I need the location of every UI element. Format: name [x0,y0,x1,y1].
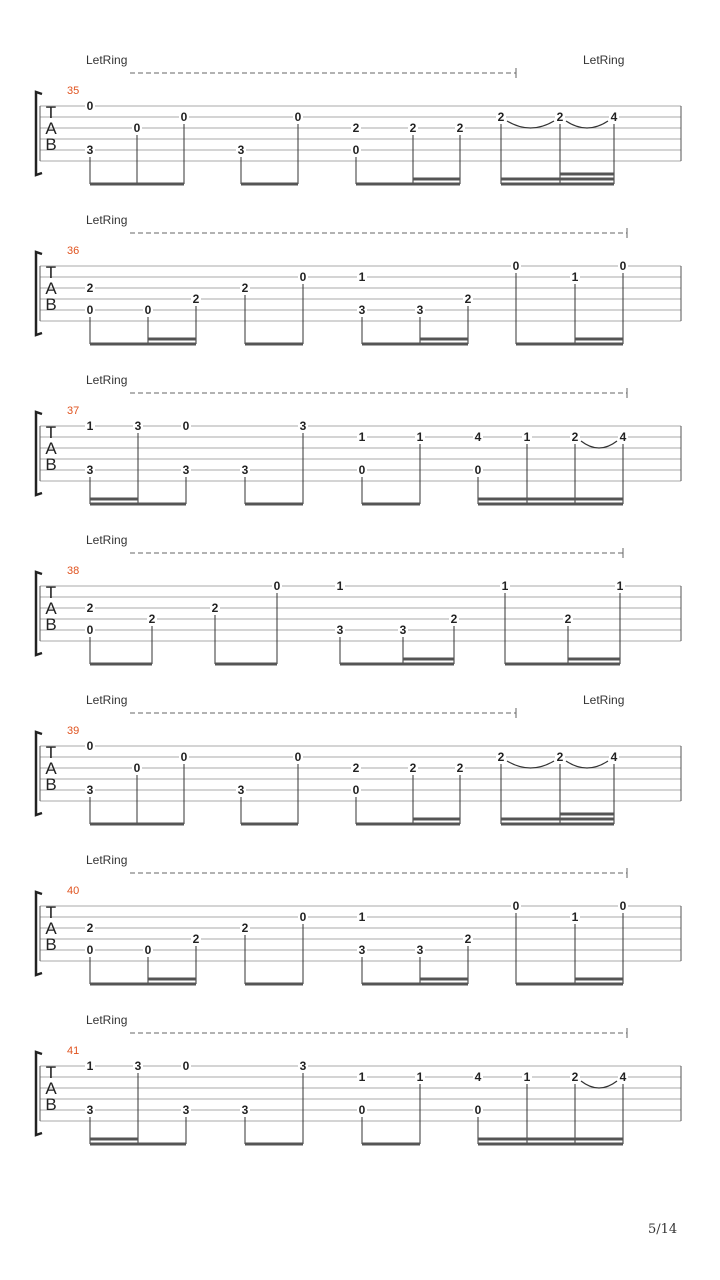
fret-number: 0 [352,783,360,797]
fret-number: 3 [86,1103,94,1117]
tab-system [36,533,681,664]
system-bracket [36,572,42,655]
tab-clef-letter: A [45,759,57,778]
fret-number: 0 [299,270,307,284]
let-ring-label: LetRing [86,533,128,547]
fret-number: 2 [556,110,564,124]
slur [566,761,608,768]
tab-system [36,1013,681,1144]
fret-number: 0 [358,463,366,477]
fret-number: 2 [464,292,472,306]
tab-system [36,693,681,824]
fret-number: 3 [86,463,94,477]
tab-clef-letter: T [45,423,57,442]
fret-number: 3 [134,1059,142,1073]
tab-clef-letter: B [45,775,57,794]
fret-number: 0 [182,419,190,433]
tab-clef-letter: B [45,1095,57,1114]
system-bracket [36,92,42,175]
let-ring-label: LetRing [86,853,128,867]
tab-system [36,853,681,984]
fret-number: 2 [409,761,417,775]
fret-number: 4 [610,110,618,124]
fret-number: 3 [182,463,190,477]
fret-number: 1 [571,910,579,924]
fret-number: 0 [294,110,302,124]
fret-number: 1 [523,430,531,444]
fret-number: 0 [474,1103,482,1117]
slur [581,441,617,448]
let-ring-label: LetRing [86,53,128,67]
tab-clef-letter: T [45,263,57,282]
tab-system [36,373,681,504]
fret-number: 1 [501,579,509,593]
fret-number: 2 [571,430,579,444]
fret-number: 0 [180,110,188,124]
measure-number: 38 [67,565,80,577]
fret-number: 0 [352,143,360,157]
system-bracket [36,1052,42,1135]
fret-number: 4 [619,430,627,444]
fret-number: 2 [409,121,417,135]
fret-number: 0 [512,259,520,273]
tab-clef-letter: B [45,135,57,154]
measure-number: 36 [67,245,80,257]
fret-number: 3 [86,783,94,797]
fret-number: 1 [358,1070,366,1084]
fret-number: 0 [86,739,94,753]
fret-number: 0 [86,99,94,113]
slur [507,761,554,768]
fret-number: 1 [86,419,94,433]
fret-number: 3 [182,1103,190,1117]
fret-number: 1 [358,910,366,924]
fret-number: 4 [619,1070,627,1084]
tab-system [36,53,681,184]
page-number: 5/14 [648,1222,678,1237]
fret-number: 1 [358,430,366,444]
slur [581,1081,617,1088]
fret-number: 3 [241,1103,249,1117]
measure-number: 41 [67,1045,80,1057]
fret-number: 3 [299,419,307,433]
tab-clef-letter: A [45,279,57,298]
fret-number: 0 [86,303,94,317]
fret-number: 0 [144,943,152,957]
let-ring-label: LetRing [86,213,128,227]
fret-number: 0 [182,1059,190,1073]
fret-number: 2 [556,750,564,764]
fret-number: 2 [211,601,219,615]
tab-clef-letter: T [45,103,57,122]
tab-clef-letter: T [45,1063,57,1082]
fret-number: 2 [497,750,505,764]
let-ring-label: LetRing [583,693,625,707]
slur [507,121,554,128]
fret-number: 1 [336,579,344,593]
fret-number: 3 [358,303,366,317]
measure-number: 39 [67,725,80,737]
fret-number: 2 [192,292,200,306]
tab-clef-letter: A [45,439,57,458]
tab-clef-letter: T [45,743,57,762]
fret-number: 0 [86,943,94,957]
tab-clef-letter: A [45,1079,57,1098]
fret-number: 0 [619,899,627,913]
fret-number: 2 [148,612,156,626]
fret-number: 2 [86,601,94,615]
measure-number: 40 [67,885,80,897]
fret-number: 4 [474,1070,482,1084]
measure-number: 35 [67,85,80,97]
system-bracket [36,732,42,815]
let-ring-label: LetRing [86,693,128,707]
tab-clef-letter: B [45,455,57,474]
system-bracket [36,252,42,335]
slur [566,121,608,128]
fret-number: 1 [571,270,579,284]
fret-number: 2 [86,281,94,295]
tab-clef-letter: B [45,615,57,634]
fret-number: 3 [237,143,245,157]
fret-number: 3 [134,419,142,433]
fret-number: 2 [456,761,464,775]
fret-number: 0 [294,750,302,764]
fret-number: 3 [237,783,245,797]
let-ring-label: LetRing [583,53,625,67]
tab-clef-letter: A [45,119,57,138]
tab-clef-letter: A [45,599,57,618]
fret-number: 0 [474,463,482,477]
fret-number: 0 [86,623,94,637]
fret-number: 0 [180,750,188,764]
tab-clef-letter: T [45,903,57,922]
fret-number: 2 [192,932,200,946]
fret-number: 2 [86,921,94,935]
fret-number: 0 [133,761,141,775]
measure-number: 37 [67,405,80,417]
fret-number: 2 [352,121,360,135]
fret-number: 3 [241,463,249,477]
fret-number: 0 [358,1103,366,1117]
fret-number: 0 [619,259,627,273]
fret-number: 2 [571,1070,579,1084]
let-ring-label: LetRing [86,1013,128,1027]
let-ring-label: LetRing [86,373,128,387]
fret-number: 1 [416,1070,424,1084]
fret-number: 3 [299,1059,307,1073]
fret-number: 3 [86,143,94,157]
fret-number: 1 [86,1059,94,1073]
fret-number: 3 [399,623,407,637]
fret-number: 0 [299,910,307,924]
fret-number: 0 [273,579,281,593]
fret-number: 1 [616,579,624,593]
fret-number: 4 [610,750,618,764]
fret-number: 2 [241,921,249,935]
fret-number: 4 [474,430,482,444]
system-bracket [36,412,42,495]
fret-number: 2 [497,110,505,124]
fret-number: 1 [416,430,424,444]
fret-number: 0 [144,303,152,317]
fret-number: 3 [336,623,344,637]
fret-number: 2 [564,612,572,626]
fret-number: 1 [523,1070,531,1084]
fret-number: 2 [241,281,249,295]
tab-clef-letter: A [45,919,57,938]
fret-number: 2 [352,761,360,775]
tab-system [36,213,681,344]
fret-number: 0 [512,899,520,913]
fret-number: 2 [456,121,464,135]
system-bracket [36,892,42,975]
fret-number: 3 [416,943,424,957]
tab-clef-letter: B [45,295,57,314]
fret-number: 0 [133,121,141,135]
fret-number: 2 [450,612,458,626]
tab-clef-letter: B [45,935,57,954]
fret-number: 1 [358,270,366,284]
fret-number: 3 [416,303,424,317]
fret-number: 3 [358,943,366,957]
tab-clef-letter: T [45,583,57,602]
fret-number: 2 [464,932,472,946]
